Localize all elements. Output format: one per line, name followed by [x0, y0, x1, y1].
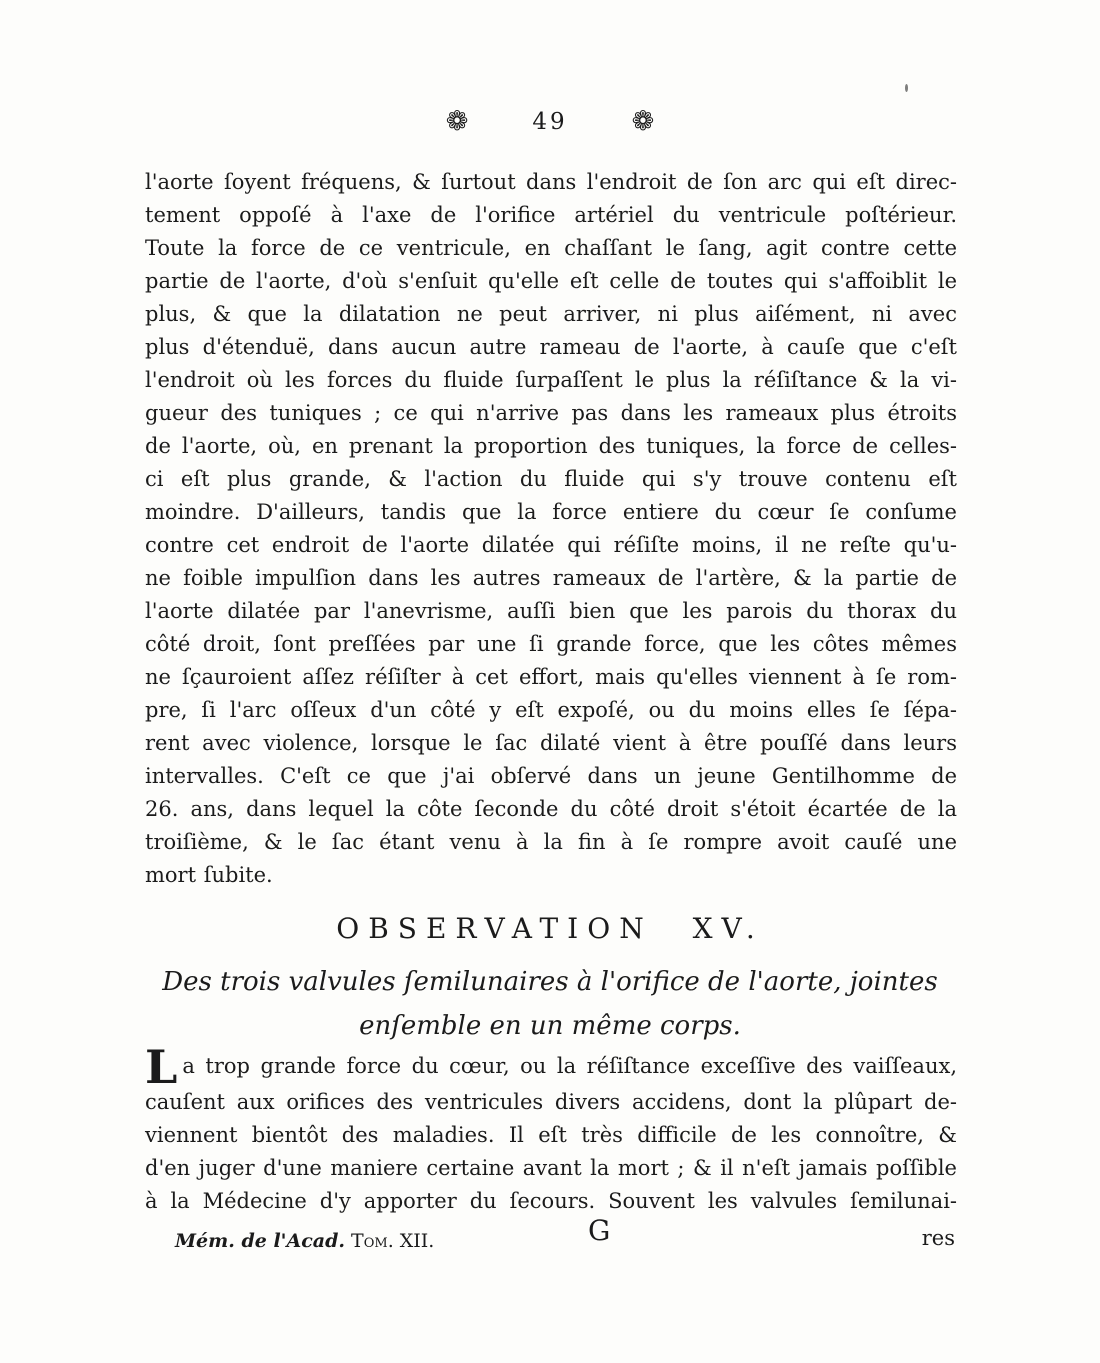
text-line: ne ſçauroient aſſez réſiſter à cet effort, mais qu'elles viennent à ſe rom- [145, 665, 957, 689]
text-line: de l'aorte, où, en prenant la proportion des tuniques, la force de celles- [145, 434, 957, 458]
right-fleuron-icon: ❁ [631, 106, 655, 137]
text-line: Toute la force de ce ventricule, en chaſſant le ſang, agit contre cette [145, 236, 957, 260]
text-line: tement oppoſé à l'axe de l'orifice artériel du ventricule poſtérieur. [145, 203, 957, 227]
volume-reference-italic: Mém. de l'Acad. [175, 1230, 345, 1252]
signature-mark: G [588, 1214, 611, 1247]
page-header [0, 108, 1100, 135]
text-line: d'en juger d'une maniere certaine avant la mort ; & il n'eſt jamais poſſible [145, 1156, 957, 1180]
text-line: ne foible impulſion dans les autres rameaux de l'artère, & la partie de [145, 566, 957, 590]
text-line: à la Médecine d'y apporter du ſecours. Souvent les valvules ſemilunai- [145, 1189, 957, 1213]
catchword: res [921, 1226, 955, 1250]
text-line: pre, ſi l'arc oſſeux d'un côté y eſt expoſé, ou du moins elles ſe ſépa- [145, 698, 957, 722]
text-line: contre cet endroit de l'aorte dilatée qui réſiſte moins, il ne reſte qu'u- [145, 533, 957, 557]
volume-reference-roman: Tom. XII. [351, 1230, 435, 1252]
text-line: intervalles. C'eſt ce que j'ai obſervé dans un jeune Gentilhomme de [145, 764, 957, 788]
text-line: moindre. D'ailleurs, tandis que la force entiere du cœur ſe conſume [145, 500, 957, 524]
text-line: l'aorte dilatée par l'anevrisme, auſſi bien que les parois du thorax du [145, 599, 957, 623]
subtitle-line: enſemble en un même corps. [359, 1011, 741, 1041]
scan-speck [905, 84, 908, 92]
text-line: viennent bientôt des maladies. Il eſt très difficile de les connoître, & [145, 1123, 957, 1147]
first-line [145, 1040, 957, 1094]
text-line: cauſent aux orifices des ventricules divers accidens, dont la plûpart de- [145, 1090, 957, 1114]
paragraph-continuation [145, 166, 957, 892]
text-line: mort ſubite. [145, 863, 273, 887]
text-line: partie de l'aorte, d'où s'enſuit qu'elle eſt celle de toutes qui s'affoiblit le [145, 269, 957, 293]
text-line: plus, & que la dilatation ne peut arriver, ni plus aiſément, ni avec [145, 302, 957, 326]
left-fleuron-icon: ❁ [445, 106, 469, 137]
paragraph-lines [145, 1086, 957, 1218]
page-number: 49 [532, 108, 568, 135]
initial-capital: L [145, 1040, 178, 1094]
subtitle-line: Des trois valvules ſemilunaires à l'orifice de l'aorte, jointes [162, 967, 938, 997]
observation-heading: OBSERVATION XV. [336, 912, 764, 945]
text-line: ci eſt plus grande, & l'action du fluide qui s'y trouve contenu eſt [145, 467, 957, 491]
text-line: plus d'étenduë, dans aucun autre rameau de l'aorte, à cauſe que c'eſt [145, 335, 957, 359]
observation-subtitle [0, 960, 1100, 1048]
text-line: l'endroit où les forces du fluide ſurpaſſent le plus la réſiſtance & la vi- [145, 368, 957, 392]
text-line: côté droit, ſont preſſées par une ſi grande force, que les côtes mêmes [145, 632, 957, 656]
text-line: a trop grande force du cœur, ou la réſiſtance exceſſive des vaiſſeaux, [182, 1054, 957, 1078]
text-line: l'aorte ſoyent fréquens, & ſurtout dans l'endroit de ſon arc qui eſt direc- [145, 170, 957, 194]
text-line: troiſième, & le ſac étant venu à la fin à ſe rompre avoit cauſé une [145, 830, 957, 854]
volume-reference [175, 1230, 434, 1252]
text-line: 26. ans, dans lequel la côte ſeconde du côté droit s'étoit écartée de la [145, 797, 957, 821]
observation-paragraph [145, 1040, 957, 1218]
text-line: gueur des tuniques ; ce qui n'arrive pas dans les rameaux plus étroits [145, 401, 957, 425]
text-line: rent avec violence, lorsque le ſac dilaté vient à être pouſſé dans leurs [145, 731, 957, 755]
